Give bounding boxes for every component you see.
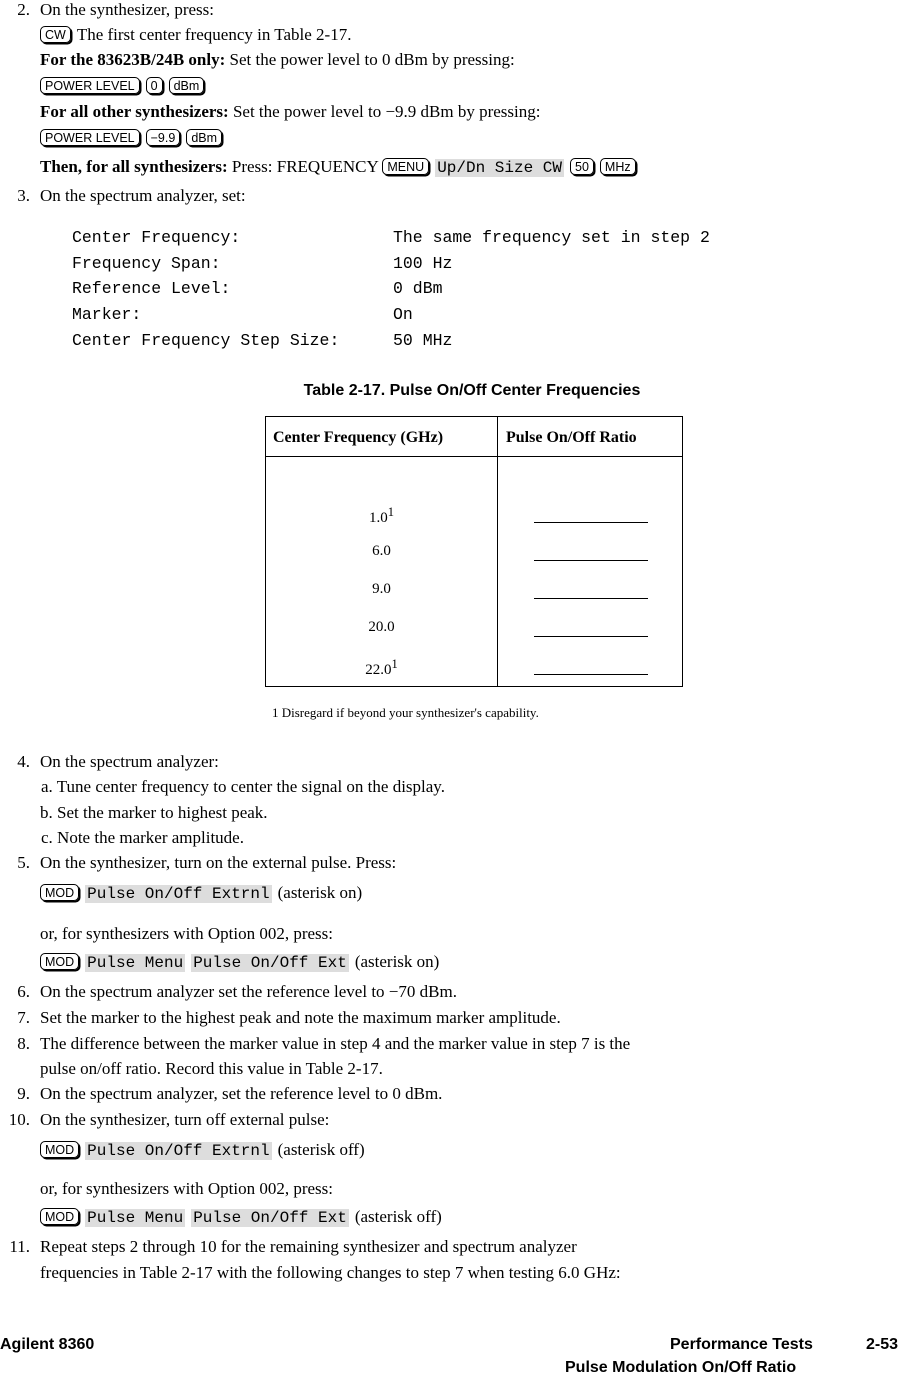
setting-value: The same frequency set in step 2	[393, 228, 710, 247]
keys-line	[40, 76, 210, 96]
step-number: 10.	[8, 1110, 30, 1129]
softkey-pulse-on-off-extrnl: Pulse On/Off Extrnl	[87, 1142, 270, 1160]
table-title: Table 2-17. Pulse On/Off Center Frequencies	[303, 382, 641, 399]
frequency-value: 1.0	[369, 510, 388, 526]
frequency-value: 9.0	[372, 581, 391, 597]
fifty-key: 50	[570, 158, 594, 175]
table-cell-frequency	[266, 657, 497, 679]
setting-label: Reference Level:	[72, 279, 231, 298]
instruction-text: Press: FREQUENCY	[231, 157, 379, 176]
step-text: The difference between the marker value in step 4 and the marker value in step 7 is the	[40, 1034, 631, 1053]
substep: b. Set the marker to highest peak.	[40, 803, 268, 822]
step-text-cont: frequencies in Table 2-17 with the following changes to step 7 when testing 6.0 GHz:	[40, 1263, 621, 1282]
step-text: On the synthesizer, turn on the external pulse. Press:	[40, 853, 397, 872]
softkey-pulse-on-off-ext: Pulse On/Off Ext	[193, 954, 347, 972]
bold-label: For the 83623B/24B only:	[40, 50, 226, 69]
cw-text: The first center frequency in Table 2-17.	[76, 25, 352, 44]
mod-key: MOD	[40, 1141, 79, 1158]
setting-label: Center Frequency Step Size:	[72, 331, 340, 350]
step-number: 9.	[17, 1084, 30, 1103]
setting-value: 0 dBm	[393, 279, 443, 298]
bold-label: For all other synthesizers:	[40, 102, 229, 121]
step-number: 6.	[17, 982, 30, 1001]
step-number: 7.	[17, 1008, 30, 1027]
frequency-line	[40, 157, 642, 177]
step-text: On the spectrum analyzer set the reference level to −70 dBm.	[40, 982, 457, 1001]
ratio-blank-line	[534, 522, 648, 523]
mod-line	[40, 1207, 442, 1227]
softkey-pulse-menu: Pulse Menu	[87, 1209, 184, 1227]
dbm-key: dBm	[186, 129, 222, 146]
power-level-key: POWER LEVEL	[40, 77, 140, 94]
footer-subsection: Pulse Modulation On/Off Ratio	[565, 1359, 797, 1376]
footer-product: Agilent 8360	[0, 1336, 95, 1353]
softkey-pulse-on-off-extrnl: Pulse On/Off Extrnl	[87, 885, 270, 903]
ratio-blank-line	[534, 560, 648, 561]
note: (asterisk on)	[354, 952, 440, 971]
frequency-value: 20.0	[368, 619, 395, 635]
setting-label: Marker:	[72, 305, 142, 324]
softkey-up-dn-size-cw: Up/Dn Size CW	[437, 159, 563, 177]
mod-line	[40, 1140, 365, 1160]
table-cell-frequency	[266, 543, 497, 560]
mod-key: MOD	[40, 1208, 79, 1225]
divider	[266, 456, 682, 457]
mod-key: MOD	[40, 884, 79, 901]
frequency-value: 22.0	[365, 662, 392, 678]
minus-9-9-key: −9.9	[146, 129, 181, 146]
step-number: 3.	[17, 186, 30, 205]
table-cell-frequency	[266, 581, 497, 598]
setting-label: Center Frequency:	[72, 228, 241, 247]
bold-label: Then, for all synthesizers:	[40, 157, 228, 176]
frequency-table	[265, 416, 683, 687]
ratio-blank-line	[534, 636, 648, 637]
mod-line	[40, 883, 362, 903]
step-number: 8.	[17, 1034, 30, 1053]
power-83623-line	[40, 50, 515, 70]
substep: c. Note the marker amplitude.	[41, 828, 244, 847]
step-text: On the spectrum analyzer, set the reference level to 0 dBm.	[40, 1084, 443, 1103]
table-cell-frequency	[266, 619, 497, 636]
divider	[497, 417, 498, 686]
step-text-cont: pulse on/off ratio. Record this value in Table 2-17.	[40, 1059, 383, 1078]
instruction-text: Set the power level to −9.9 dBm by pressing:	[232, 102, 541, 121]
step-number: 11.	[9, 1237, 30, 1256]
setting-label: Frequency Span:	[72, 254, 221, 273]
step-text: Repeat steps 2 through 10 for the remaining synthesizer and spectrum analyzer	[40, 1237, 577, 1256]
step-text: On the spectrum analyzer, set:	[40, 186, 246, 205]
option-text: or, for synthesizers with Option 002, press:	[40, 1179, 334, 1198]
table-footnote: 1 Disregard if beyond your synthesizer's capability.	[272, 705, 539, 720]
substep: a. Tune center frequency to center the signal on the display.	[41, 777, 445, 796]
step-number: 2.	[17, 0, 30, 19]
power-other-line	[40, 102, 540, 122]
ratio-blank-line	[534, 674, 648, 675]
softkey-pulse-on-off-ext: Pulse On/Off Ext	[193, 1209, 347, 1227]
note: (asterisk off)	[354, 1207, 442, 1226]
footnote-marker: 1	[391, 657, 398, 671]
frequency-value: 6.0	[372, 543, 391, 559]
softkey-pulse-menu: Pulse Menu	[87, 954, 184, 972]
zero-key: 0	[146, 77, 163, 94]
header-center-frequency: Center Frequency (GHz)	[273, 429, 444, 446]
step-number: 5.	[17, 853, 30, 872]
table-cell-frequency	[266, 505, 497, 527]
keys-line	[40, 128, 228, 148]
footer-page-number: 2-53	[866, 1336, 899, 1353]
cw-line	[40, 25, 351, 45]
ratio-blank-line	[534, 598, 648, 599]
option-text: or, for synthesizers with Option 002, press:	[40, 924, 334, 943]
note: (asterisk on)	[277, 883, 363, 902]
menu-key: MENU	[382, 158, 429, 175]
dbm-key: dBm	[169, 77, 205, 94]
mhz-key: MHz	[600, 158, 636, 175]
step-number: 4.	[17, 752, 30, 771]
setting-value: 100 Hz	[393, 254, 453, 273]
step-text: On the spectrum analyzer:	[40, 752, 219, 771]
cw-key: CW	[40, 26, 71, 43]
footnote-marker: 1	[387, 505, 394, 519]
step-text: On the synthesizer, press:	[40, 0, 215, 19]
setting-value: 50 MHz	[393, 331, 453, 350]
step-text: On the synthesizer, turn off external pulse:	[40, 1110, 330, 1129]
power-level-key: POWER LEVEL	[40, 129, 140, 146]
note: (asterisk off)	[277, 1140, 365, 1159]
footer-section: Performance Tests	[670, 1336, 813, 1353]
setting-value: On	[393, 305, 413, 324]
mod-key: MOD	[40, 953, 79, 970]
header-ratio: Pulse On/Off Ratio	[506, 429, 637, 446]
instruction-text: Set the power level to 0 dBm by pressing:	[229, 50, 515, 69]
mod-line	[40, 952, 439, 972]
step-text: Set the marker to the highest peak and note the maximum marker amplitude.	[40, 1008, 561, 1027]
